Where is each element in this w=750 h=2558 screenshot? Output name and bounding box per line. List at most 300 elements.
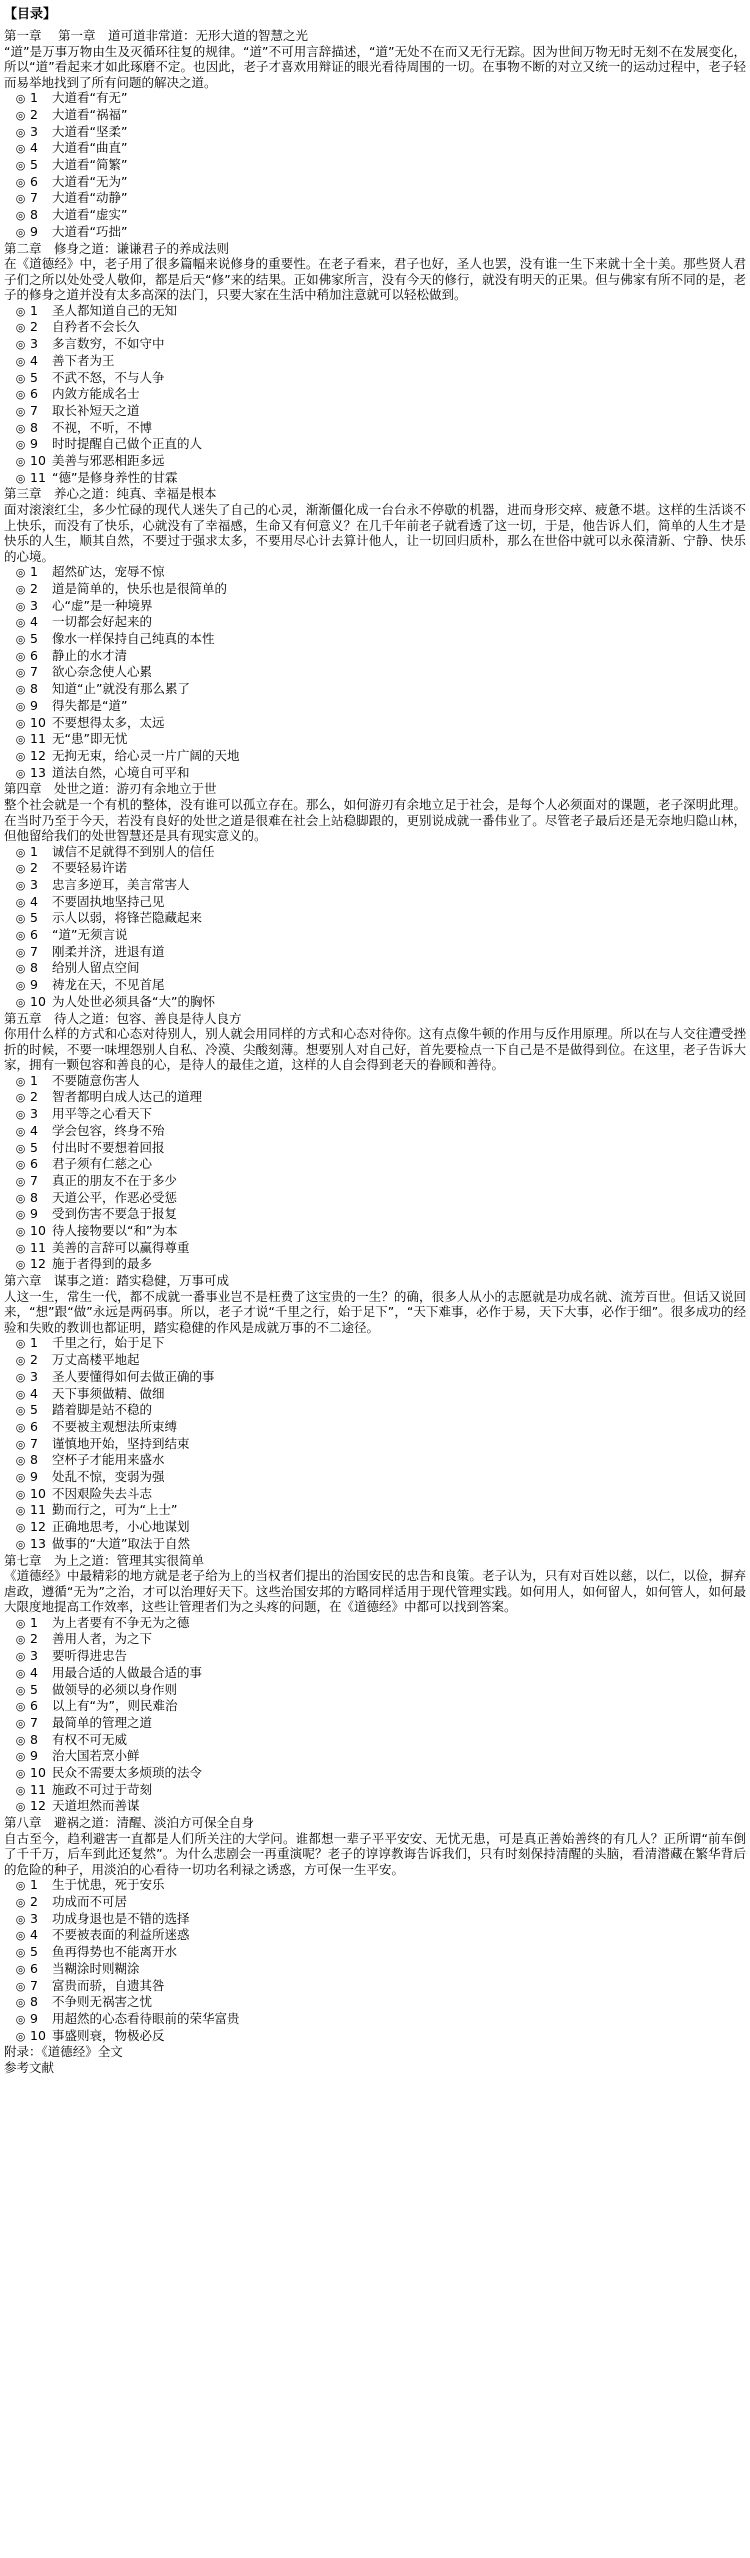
section-number: 7 xyxy=(30,943,38,959)
section-number: 1 xyxy=(30,90,38,106)
chapter-title[interactable]: 第六章 谋事之道：踏实稳健，万事可成 xyxy=(4,1273,230,1289)
circle-dot-icon: ◎ xyxy=(15,1437,26,1451)
section-label: 欲心奈念使人心累 xyxy=(52,664,153,680)
circle-dot-icon: ◎ xyxy=(15,1633,26,1647)
circle-dot-icon: ◎ xyxy=(15,1158,26,1172)
section-label: 智者都明白成人达己的道理 xyxy=(52,1089,203,1105)
section-item[interactable] xyxy=(4,174,746,191)
section-item[interactable] xyxy=(4,124,746,141)
section-number: 5 xyxy=(30,369,38,385)
section-label: 生于忧患，死于安乐 xyxy=(52,1877,165,1893)
section-item[interactable] xyxy=(4,1123,746,1140)
section-number: 11 xyxy=(30,1502,46,1518)
section-number: 2 xyxy=(30,1894,38,1910)
section-item[interactable] xyxy=(4,453,746,470)
circle-dot-icon: ◎ xyxy=(15,455,26,469)
section-item[interactable] xyxy=(4,1994,746,2011)
section-item[interactable] xyxy=(4,403,746,420)
section-number: 2 xyxy=(30,580,38,596)
circle-dot-icon: ◎ xyxy=(15,1387,26,1401)
section-item[interactable] xyxy=(4,844,746,861)
section-label: 善下者为王 xyxy=(52,352,115,368)
section-number: 4 xyxy=(30,1664,38,1680)
circle-dot-icon: ◎ xyxy=(15,929,26,943)
section-number: 2 xyxy=(30,1352,38,1368)
circle-dot-icon: ◎ xyxy=(15,1879,26,1893)
circle-dot-icon: ◎ xyxy=(15,1716,26,1730)
section-item[interactable] xyxy=(4,1352,746,1369)
circle-dot-icon: ◎ xyxy=(15,1091,26,1105)
section-item[interactable] xyxy=(4,1961,746,1978)
circle-dot-icon: ◎ xyxy=(15,1174,26,1188)
section-label: 无拘无束，给心灵一片广阔的天地 xyxy=(52,747,240,763)
circle-dot-icon: ◎ xyxy=(15,1996,26,2010)
section-item[interactable] xyxy=(4,960,746,977)
circle-dot-icon: ◎ xyxy=(15,142,26,156)
section-item[interactable] xyxy=(4,910,746,927)
section-label: 内敛方能成名士 xyxy=(52,386,140,402)
section-item[interactable] xyxy=(4,1256,746,1273)
circle-dot-icon: ◎ xyxy=(15,616,26,630)
circle-dot-icon: ◎ xyxy=(15,878,26,892)
circle-dot-icon: ◎ xyxy=(15,1750,26,1764)
section-item[interactable] xyxy=(4,1386,746,1403)
chapter-title[interactable]: 第四章 处世之道：游刃有余地立于世 xyxy=(4,781,217,797)
section-item[interactable] xyxy=(4,303,746,320)
section-item[interactable] xyxy=(4,336,746,353)
section-number: 6 xyxy=(30,173,38,189)
section-item[interactable] xyxy=(4,1682,746,1699)
section-item[interactable] xyxy=(4,860,746,877)
circle-dot-icon: ◎ xyxy=(15,582,26,596)
section-label: 道是简单的，快乐也是很简单的 xyxy=(52,580,228,596)
section-item[interactable] xyxy=(4,420,746,437)
section-list xyxy=(4,1615,746,1815)
section-item[interactable] xyxy=(4,353,746,370)
section-number: 7 xyxy=(30,1977,38,1993)
section-number: 7 xyxy=(30,664,38,680)
section-item[interactable] xyxy=(4,894,746,911)
section-label: 大道看“祸福” xyxy=(52,106,128,122)
circle-dot-icon: ◎ xyxy=(15,1141,26,1155)
circle-dot-icon: ◎ xyxy=(15,1783,26,1797)
section-number: 3 xyxy=(30,876,38,892)
section-number: 11 xyxy=(30,1781,46,1797)
section-item[interactable] xyxy=(4,1782,746,1799)
chapter-title[interactable]: 第二章 修身之道：谦谦君子的养成法则 xyxy=(4,240,230,256)
section-number: 1 xyxy=(30,1072,38,1088)
chapter-intro: 整个社会就是一个有机的整体，没有谁可以孤立存在。那么，如何游刃有余地立足于社会，是每个人必须面对的课题，老子深明此理。在当时乃至于今天，若没有良好的处世之道是很难在社会上站稳脚跟的，更别说成就一番伟业了。尽管老子最后还是无奈地归隐山林，但他留给我们的处世智慧还是具有现实意义的。 xyxy=(4,797,746,844)
section-item[interactable] xyxy=(4,731,746,748)
section-item[interactable] xyxy=(4,1732,746,1749)
circle-dot-icon: ◎ xyxy=(15,733,26,747)
section-item[interactable] xyxy=(4,1486,746,1503)
circle-dot-icon: ◎ xyxy=(15,666,26,680)
section-number: 9 xyxy=(30,436,38,452)
section-label: 真正的朋友不在于多少 xyxy=(52,1172,178,1188)
section-label: 鱼再得势也不能离开水 xyxy=(52,1944,178,1960)
section-item[interactable] xyxy=(4,1106,746,1123)
section-item[interactable] xyxy=(4,664,746,681)
section-item[interactable] xyxy=(4,1798,746,1815)
section-item[interactable] xyxy=(4,748,746,765)
section-label: 千里之行，始于足下 xyxy=(52,1335,165,1351)
section-number: 13 xyxy=(30,764,46,780)
section-list xyxy=(4,1073,746,1273)
section-item[interactable] xyxy=(4,1206,746,1223)
section-number: 1 xyxy=(30,302,38,318)
section-item[interactable] xyxy=(4,648,746,665)
circle-dot-icon: ◎ xyxy=(15,1521,26,1535)
circle-dot-icon: ◎ xyxy=(15,1683,26,1697)
section-label: 为上者要有不争无为之德 xyxy=(52,1614,190,1630)
circle-dot-icon: ◎ xyxy=(15,371,26,385)
section-list xyxy=(4,303,746,487)
section-item[interactable] xyxy=(4,1469,746,1486)
section-item[interactable] xyxy=(4,598,746,615)
section-number: 1 xyxy=(30,843,38,859)
section-label: 用超然的心态看待眼前的荣华富贵 xyxy=(52,2011,240,2026)
section-label: 勤而行之，可为“上士” xyxy=(52,1502,178,1518)
circle-dot-icon: ◎ xyxy=(15,945,26,959)
section-number: 6 xyxy=(30,1156,38,1172)
section-item[interactable] xyxy=(4,1877,746,1894)
section-item[interactable] xyxy=(4,977,746,994)
section-item[interactable] xyxy=(4,564,746,581)
section-number: 8 xyxy=(30,960,38,976)
circle-dot-icon: ◎ xyxy=(15,2029,26,2043)
section-item[interactable] xyxy=(4,1436,746,1453)
section-item[interactable] xyxy=(4,436,746,453)
circle-dot-icon: ◎ xyxy=(15,1733,26,1747)
circle-dot-icon: ◎ xyxy=(15,338,26,352)
section-item[interactable] xyxy=(4,1419,746,1436)
references-link[interactable]: 参考文献 xyxy=(4,2060,55,2076)
section-label: 为人处世必须具备“大”的胸怀 xyxy=(52,993,215,1009)
section-label: 大道看“无为” xyxy=(52,173,128,189)
section-label: 圣人要懂得如何去做正确的事 xyxy=(52,1368,215,1384)
section-number: 4 xyxy=(30,140,38,156)
section-label: 当糊涂时则糊涂 xyxy=(52,1960,140,1976)
section-item[interactable] xyxy=(4,90,746,107)
section-item[interactable] xyxy=(4,224,746,241)
section-item[interactable] xyxy=(4,581,746,598)
section-number: 2 xyxy=(30,860,38,876)
section-item[interactable] xyxy=(4,319,746,336)
circle-dot-icon: ◎ xyxy=(15,1700,26,1714)
section-item[interactable] xyxy=(4,1536,746,1553)
section-item[interactable] xyxy=(4,386,746,403)
section-number: 5 xyxy=(30,1139,38,1155)
section-item[interactable] xyxy=(4,1648,746,1665)
section-label: 天道坦然而善谋 xyxy=(52,1798,140,1814)
section-label: 不要被表面的利益所迷惑 xyxy=(52,1927,190,1943)
section-item[interactable] xyxy=(4,765,746,782)
section-number: 4 xyxy=(30,1927,38,1943)
section-number: 3 xyxy=(30,1910,38,1926)
section-item[interactable] xyxy=(4,1944,746,1961)
section-label: 功成身退也是不错的选择 xyxy=(52,1910,190,1926)
chapter-intro: 自古至今，趋利避害一直都是人们所关注的大学问。谁都想一辈子平平安安、无忧无患，可是真正善始善终的有几人？正所谓“前车倒了千千万，后车到此还复然”。为什么悲剧会一再重演呢？老子的谆谆教诲告诉我们，只有时刻保持清醒的头脑，看清潜藏在繁华背后的危险的种子，用淡泊的心看待一切功名利禄之诱惑，方可保一生平安。 xyxy=(4,1830,746,1877)
circle-dot-icon: ◎ xyxy=(15,1767,26,1781)
section-label: 像水一样保持自己纯真的本性 xyxy=(52,630,215,646)
chapter-title[interactable]: 第三章 养心之道：纯真、幸福是根本 xyxy=(4,486,217,502)
circle-dot-icon: ◎ xyxy=(15,1074,26,1088)
section-item[interactable] xyxy=(4,1911,746,1928)
section-item[interactable] xyxy=(4,1978,746,1995)
chapter-title[interactable]: 第五章 待人之道：包容、善良是待人良方 xyxy=(4,1010,242,1026)
section-label: 大道看“坚柔” xyxy=(52,123,128,139)
section-label: 圣人都知道自己的无知 xyxy=(52,302,178,318)
section-item[interactable] xyxy=(4,1140,746,1157)
section-label: 要听得进忠告 xyxy=(52,1648,128,1664)
section-label: 超然矿达，宠辱不惊 xyxy=(52,564,165,580)
circle-dot-icon: ◎ xyxy=(15,995,26,1009)
section-label: 多言数穷，不如守中 xyxy=(52,336,165,352)
section-item[interactable] xyxy=(4,2011,746,2028)
section-item[interactable] xyxy=(4,2028,746,2045)
section-number: 6 xyxy=(30,647,38,663)
section-number: 10 xyxy=(30,453,46,469)
section-item[interactable] xyxy=(4,140,746,157)
section-number: 1 xyxy=(30,1877,38,1893)
circle-dot-icon: ◎ xyxy=(15,1258,26,1272)
section-item[interactable] xyxy=(4,1927,746,1944)
section-number: 6 xyxy=(30,927,38,943)
section-number: 4 xyxy=(30,1385,38,1401)
section-label: 大道看“虚实” xyxy=(52,207,128,223)
section-number: 3 xyxy=(30,1106,38,1122)
section-number: 10 xyxy=(30,993,46,1009)
section-number: 9 xyxy=(30,697,38,713)
section-number: 7 xyxy=(30,1435,38,1451)
section-item[interactable] xyxy=(4,1402,746,1419)
circle-dot-icon: ◎ xyxy=(15,1208,26,1222)
section-number: 9 xyxy=(30,1469,38,1485)
section-label: 民众不需要太多烦琐的法令 xyxy=(52,1765,203,1781)
section-label: 不要随意伤害人 xyxy=(52,1072,140,1088)
circle-dot-icon: ◎ xyxy=(15,962,26,976)
circle-dot-icon: ◎ xyxy=(15,192,26,206)
section-label: 不因艰险失去斗志 xyxy=(52,1485,153,1501)
section-label: 天道公平，作恶必受惩 xyxy=(52,1189,178,1205)
section-label: 有权不可无威 xyxy=(52,1731,128,1747)
section-item[interactable] xyxy=(4,1502,746,1519)
section-item[interactable] xyxy=(4,1748,746,1765)
section-item[interactable] xyxy=(4,1223,746,1240)
section-item[interactable] xyxy=(4,157,746,174)
section-item[interactable] xyxy=(4,681,746,698)
section-number: 11 xyxy=(30,1239,46,1255)
section-item[interactable] xyxy=(4,107,746,124)
circle-dot-icon: ◎ xyxy=(15,699,26,713)
section-item[interactable] xyxy=(4,994,746,1011)
chapter-title[interactable]: 第八章 避祸之道：清醒、淡泊方可保全自身 xyxy=(4,1815,255,1831)
section-number: 7 xyxy=(30,1714,38,1730)
section-label: 天下事须做精、做细 xyxy=(52,1385,165,1401)
section-label: 正确地思考，小心地谋划 xyxy=(52,1519,190,1535)
circle-dot-icon: ◎ xyxy=(15,108,26,122)
section-label: 万丈高楼平地起 xyxy=(52,1352,140,1368)
section-label: 不武不怒，不与人争 xyxy=(52,369,165,385)
circle-dot-icon: ◎ xyxy=(15,209,26,223)
section-number: 11 xyxy=(30,469,46,485)
circle-dot-icon: ◎ xyxy=(15,304,26,318)
circle-dot-icon: ◎ xyxy=(15,1504,26,1518)
circle-dot-icon: ◎ xyxy=(15,1946,26,1960)
section-item[interactable] xyxy=(4,715,746,732)
section-label: 给别人留点空间 xyxy=(52,960,140,976)
section-label: 无“患”即无忧 xyxy=(52,731,128,747)
circle-dot-icon: ◎ xyxy=(15,1800,26,1814)
section-number: 12 xyxy=(30,1519,46,1535)
circle-dot-icon: ◎ xyxy=(15,599,26,613)
section-number: 9 xyxy=(30,977,38,993)
section-label: 用最合适的人做最合适的事 xyxy=(52,1664,203,1680)
section-label: 受到伤害不要急于报复 xyxy=(52,1206,178,1222)
circle-dot-icon: ◎ xyxy=(15,1191,26,1205)
circle-dot-icon: ◎ xyxy=(15,404,26,418)
section-number: 12 xyxy=(30,747,46,763)
section-number: 5 xyxy=(30,1944,38,1960)
section-label: 知道“止”就没有那么累了 xyxy=(52,681,190,697)
section-item[interactable] xyxy=(4,1452,746,1469)
section-label: 自矜者不会长久 xyxy=(52,319,140,335)
section-list xyxy=(4,1877,746,2044)
circle-dot-icon: ◎ xyxy=(15,471,26,485)
section-item[interactable] xyxy=(4,1615,746,1632)
circle-dot-icon: ◎ xyxy=(15,321,26,335)
section-label: 以上有“为”，则民难治 xyxy=(52,1698,178,1714)
section-number: 8 xyxy=(30,419,38,435)
section-number: 4 xyxy=(30,352,38,368)
section-item[interactable] xyxy=(4,1369,746,1386)
section-item[interactable] xyxy=(4,1173,746,1190)
section-label: 大道看“简繁” xyxy=(52,157,128,173)
section-number: 1 xyxy=(30,564,38,580)
circle-dot-icon: ◎ xyxy=(15,225,26,239)
section-number: 4 xyxy=(30,1122,38,1138)
circle-dot-icon: ◎ xyxy=(15,354,26,368)
circle-dot-icon: ◎ xyxy=(15,1896,26,1910)
section-item[interactable] xyxy=(4,1894,746,1911)
section-number: 8 xyxy=(30,1731,38,1747)
section-label: 做事的“大道”取法于自然 xyxy=(52,1535,190,1551)
section-item[interactable] xyxy=(4,470,746,487)
section-number: 1 xyxy=(30,1335,38,1351)
section-label: 付出时不要想着回报 xyxy=(52,1139,165,1155)
chapter-title[interactable]: 第一章 第一章 道可道非常道：无形大道的智慧之光 xyxy=(4,28,308,43)
section-item[interactable] xyxy=(4,1665,746,1682)
section-label: 不要想得太多，太远 xyxy=(52,714,165,730)
section-item[interactable] xyxy=(4,1335,746,1352)
section-label: 不要被主观想法所束缚 xyxy=(52,1418,178,1434)
section-label: 处乱不惊，变弱为强 xyxy=(52,1469,165,1485)
section-item[interactable] xyxy=(4,1631,746,1648)
section-item[interactable] xyxy=(4,877,746,894)
circle-dot-icon: ◎ xyxy=(15,1616,26,1630)
section-item[interactable] xyxy=(4,944,746,961)
circle-dot-icon: ◎ xyxy=(15,1487,26,1501)
section-item[interactable] xyxy=(4,1765,746,1782)
section-label: “道”无须言说 xyxy=(52,927,128,943)
section-number: 8 xyxy=(30,1452,38,1468)
section-number: 6 xyxy=(30,1698,38,1714)
circle-dot-icon: ◎ xyxy=(15,1225,26,1239)
section-number: 6 xyxy=(30,1960,38,1976)
toc-header: 【目录】 xyxy=(4,7,57,22)
circle-dot-icon: ◎ xyxy=(15,716,26,730)
section-label: 大道看“巧拙” xyxy=(52,223,128,239)
section-label: 大道看“动静” xyxy=(52,190,128,206)
section-label: “德”是修身养性的甘霖 xyxy=(52,469,178,485)
circle-dot-icon: ◎ xyxy=(15,1650,26,1664)
section-item[interactable] xyxy=(4,1698,746,1715)
section-item[interactable] xyxy=(4,927,746,944)
section-label: 大道看“曲直” xyxy=(52,140,128,156)
circle-dot-icon: ◎ xyxy=(15,159,26,173)
section-label: 祷龙在天，不见首尾 xyxy=(52,977,165,993)
circle-dot-icon: ◎ xyxy=(15,2013,26,2026)
section-number: 8 xyxy=(30,1189,38,1205)
section-label: 不要轻易许诺 xyxy=(52,860,128,876)
section-item[interactable] xyxy=(4,1190,746,1207)
section-item[interactable] xyxy=(4,1073,746,1090)
section-label: 治大国若烹小鲜 xyxy=(52,1748,140,1764)
section-item[interactable] xyxy=(4,1240,746,1257)
section-number: 7 xyxy=(30,190,38,206)
section-label: 踏着脚是站不稳的 xyxy=(52,1402,153,1418)
section-number: 12 xyxy=(30,1256,46,1272)
section-label: 学会包容，终身不殆 xyxy=(52,1122,165,1138)
section-number: 9 xyxy=(30,223,38,239)
circle-dot-icon: ◎ xyxy=(15,1108,26,1122)
section-item[interactable] xyxy=(4,370,746,387)
section-label: 美善的言辞可以赢得尊重 xyxy=(52,1239,190,1255)
circle-dot-icon: ◎ xyxy=(15,862,26,876)
section-item[interactable] xyxy=(4,631,746,648)
section-item[interactable] xyxy=(4,1089,746,1106)
section-label: 刚柔并济，进退有道 xyxy=(52,943,165,959)
section-label: 示人以弱，将锋芒隐藏起来 xyxy=(52,910,203,926)
section-label: 时时提醒自己做个正直的人 xyxy=(52,436,203,452)
section-item[interactable] xyxy=(4,1519,746,1536)
section-label: 施于者得到的最多 xyxy=(52,1256,153,1272)
section-number: 1 xyxy=(30,1614,38,1630)
section-number: 7 xyxy=(30,1172,38,1188)
section-label: 功成而不可居 xyxy=(52,1894,128,1910)
section-item[interactable] xyxy=(4,207,746,224)
circle-dot-icon: ◎ xyxy=(15,175,26,189)
section-list xyxy=(4,1335,746,1552)
chapter-title[interactable]: 第七章 为上之道：管理其实很简单 xyxy=(4,1552,205,1568)
section-number: 3 xyxy=(30,1648,38,1664)
section-number: 4 xyxy=(30,893,38,909)
section-item[interactable] xyxy=(4,614,746,631)
chapter-intro: 面对滚滚红尘，多少忙碌的现代人迷失了自己的心灵，渐渐僵化成一台台永不停歇的机器，进而身形交瘁、疲惫不堪。这样的生活谈不上快乐，而没有了快乐，心就没有了幸福感，生命又有何意义？在几千年前老子就看透了这一切，于是，他告诉人们，简单的人生才是快乐的人生，顺其自然，不要过于强求太多，不要用尽心计去算计他人，让一切回归质朴，那么在世俗中就可以永葆清新、宁静、快乐的心境。 xyxy=(4,502,746,564)
section-item[interactable] xyxy=(4,190,746,207)
section-label: 不视，不听，不博 xyxy=(52,419,153,435)
appendix-link[interactable]: 附录：《道德经》全文 xyxy=(4,2044,123,2060)
circle-dot-icon: ◎ xyxy=(15,1420,26,1434)
section-label: 待人接物要以“和”为本 xyxy=(52,1223,178,1239)
section-item[interactable] xyxy=(4,698,746,715)
section-item[interactable] xyxy=(4,1156,746,1173)
section-label: 不要固执地坚持己见 xyxy=(52,893,165,909)
section-item[interactable] xyxy=(4,1715,746,1732)
chapter-intro: 人这一生，常生一代，都不成就一番事业岂不是枉费了这宝贵的一生？的确，很多人从小的志愿就是功成名就、流芳百世。但话又说回来，“想”跟“做”永远是两码事。所以，老子才说“千里之行，始于足下”，“天下难事，必作于易，天下大事，必作于细”。很多成功的经验和失败的教训也都证明，踏实稳健的作风是成就万事的不二途径。 xyxy=(4,1288,746,1335)
section-label: 不争则无祸害之忧 xyxy=(52,1994,153,2010)
